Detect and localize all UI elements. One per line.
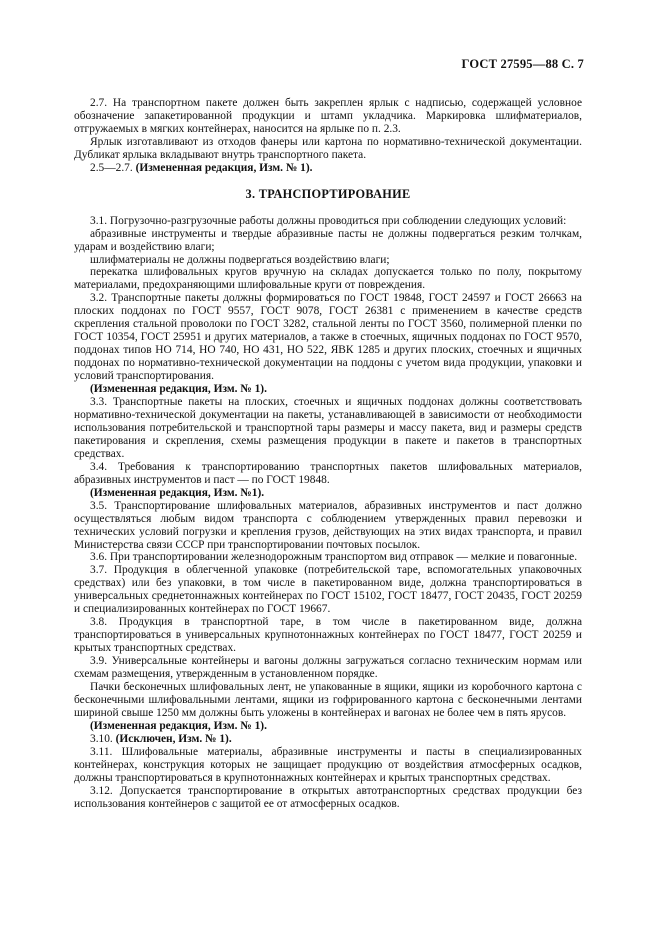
section-title: 3. ТРАНСПОРТИРОВАНИЕ bbox=[245, 186, 411, 201]
paragraph-3-9-belts: Пачки бесконечных шлифовальных лент, не упакованные в ящики, ящики из коробочного картона с бесконечными шлифовальными лентами, ящики из гофрированного картона с бесконечными лентами шириной свыше 1250 мм должны быть уложены в контейнерах и вагонах не более чем в пять ярусов. bbox=[74, 680, 582, 719]
paragraph-3-1-item-b: шлифматериалы не должны подвергаться воздействию влаги; bbox=[90, 253, 390, 266]
paragraph-3-6: 3.6. При транспортировании железнодорожным транспортом вид отправок — мелкие и повагонные. bbox=[90, 551, 578, 564]
paragraph-3-12: 3.12. Допускается транспортирование в открытых автотранспортных средствах продукции без использования контейнеров с защитой ее от атмосферных осадков. bbox=[74, 784, 582, 810]
paragraph-3-1: 3.1. Погрузочно-разгрузочные работы должны проводиться при соблюдении следующих условий: bbox=[90, 214, 567, 227]
paragraph-3-11: 3.11. Шлифовальные материалы, абразивные инструменты и пасты в специализированных контейнерах, конструкция которых не защищает продукцию от воздействия атмосферных осадков, должны транспортироваться в крупнотоннажных контейнерах и крытых транспортных средствах. bbox=[74, 745, 582, 784]
paragraph-3-2-note: (Измененная редакция, Изм. № 1). bbox=[90, 383, 267, 396]
paragraph-3-3: 3.3. Транспортные пакеты на плоских, стоечных и ящичных поддонах должны соответствовать нормативно-технической документации на пакеты, устанавливающей в зависимости от необходимости использования потребительской и транспортной тары размеры и массу пакета, вид и размеры средств пакетирования и скрепления, схемы размещения продукции в пакете и пакетов в транспортных средствах. bbox=[74, 396, 582, 460]
paragraph-3-8: 3.8. Продукция в транспортной таре, в том числе в пакетированном виде, должна транспортироваться в универсальных крупнотоннажных контейнерах по ГОСТ 18477, ГОСТ 20259 и крытых транспортных средствах. bbox=[74, 616, 582, 655]
paragraph-3-10-number: 3.10. bbox=[90, 732, 116, 745]
paragraph-2-7-label: Ярлык изготавливают из отходов фанеры или картона по нормативно-технической документации. Дубликат ярлыка вкладывают внутрь транспортного пакета. bbox=[74, 135, 582, 161]
paragraph-3-10-text: (Исключен, Изм. № 1). bbox=[115, 732, 232, 745]
paragraph-3-9: 3.9. Универсальные контейнеры и вагоны должны загружаться согласно техническим нормам или схемам размещения, утвержденным в установленном порядке. bbox=[74, 655, 582, 681]
paragraph-3-9-note: (Измененная редакция, Изм. № 1). bbox=[90, 719, 267, 732]
paragraph-3-4-note: (Измененная редакция, Изм. №1). bbox=[90, 486, 265, 499]
amendment-note: (Измененная редакция, Изм. № 1). bbox=[135, 161, 313, 174]
paragraph-3-10 bbox=[74, 733, 582, 746]
paragraph-3-2: 3.2. Транспортные пакеты должны формироваться по ГОСТ 19848, ГОСТ 24597 и ГОСТ 26663 на плоских поддонах по ГОСТ 9557, ГОСТ 9078, ГОСТ 26381 с применением в качестве средств скрепления стальной проволоки по ГОСТ 3282, стальной ленты по ГОСТ 3560, полимерной пленки по ГОСТ 10354, ГОСТ 25951 и других материалов, а также в стоечных, ящичных поддонах по ГОСТ 9570, поддонах типов НО 714, НО 740, НО 431, НО 522, ЯВК 1285 и других плоских, стоечных и ящичных поддонах по нормативно-технической документации на поддоны с учетом вида продукции, упаковки и условий транспортирования. bbox=[74, 292, 582, 383]
paragraph-3-1-item-c: перекатка шлифовальных кругов вручную на складах допускается только по полу, покрытому материалами, предохраняющими шлифовальные круги от повреждения. bbox=[74, 266, 582, 292]
paragraph-3-1-item-a: абразивные инструменты и твердые абразивные пасты не должны подвергаться резким толчкам, ударам и воздействию влаги; bbox=[74, 227, 582, 253]
document-body bbox=[74, 97, 582, 811]
paragraph-3-7: 3.7. Продукция в облегченной упаковке (потребительской таре, вспомогательных упаковочных средствах) или без упаковки, в том числе в пакетированном виде, должна транспортироваться в универсальных среднетоннажных контейнерах по ГОСТ 15102, ГОСТ 18477, ГОСТ 20435, ГОСТ 20259 и специализированных контейнерах по ГОСТ 19667. bbox=[74, 564, 582, 616]
page-header: ГОСТ 27595—88 С. 7 bbox=[461, 57, 584, 71]
paragraph-3-5: 3.5. Транспортирование шлифовальных материалов, абразивных инструментов и паст должно осуществляться любым видом транспорта с соблюдением утвержденных правил перевозки и технических условий погрузки и крепления грузов, действующих на этих видах транспорта, и правил Министерства связи СССР при транспортировании почтовых посылок. bbox=[74, 499, 582, 551]
paragraph-3-4: 3.4. Требования к транспортированию транспортных пакетов шлифовальных материалов, абразивных инструментов и паст — по ГОСТ 19848. bbox=[74, 460, 582, 486]
paragraph-2-7: 2.7. На транспортном пакете должен быть закреплен ярлык с надписью, содержащей условное обозначение запакетированной продукции и штамп укладчика. Маркировка шлифматериалов, отгружаемых в мягких контейнерах, наносится на ярлыке по п. 2.3. bbox=[74, 97, 582, 135]
note-range: 2.5—2.7. bbox=[90, 161, 136, 174]
paragraph-2-5-2-7-note bbox=[74, 162, 582, 175]
